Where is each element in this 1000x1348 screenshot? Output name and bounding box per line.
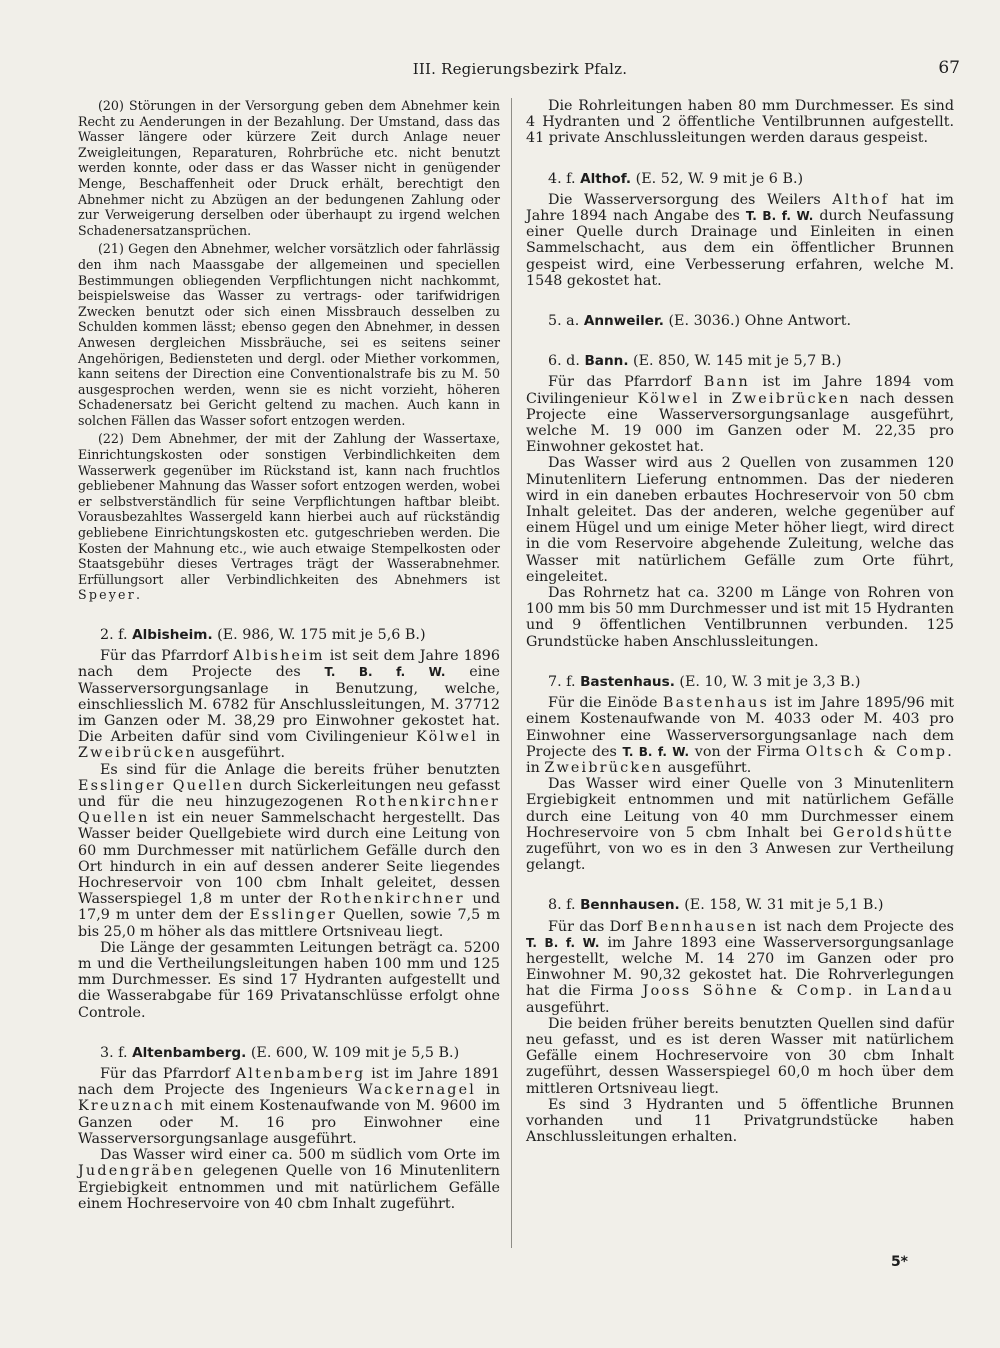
altenbamberg-paragraph-1: Für das Pfarrdorf Altenbamberg ist im Jahre 1891 nach dem Projecte des Ingenieurs Wackernagel in Kreuznach mit einem Kostenaufwande von M. 9600 im Ganzen oder M. 16 pro Einwohner eine Wasserversorgungsanlage ausgeführt. bbox=[78, 1066, 500, 1147]
section-heading-altenbamberg: 3. f. Altenbamberg. (E. 600, W. 109 mit je 5,5 B.) bbox=[100, 1044, 460, 1061]
section-heading-bann: 6. d. Bann. (E. 850, W. 145 mit je 5,7 B.) bbox=[548, 353, 842, 370]
bastenhaus-paragraph-1: Für die Einöde Bastenhaus ist im Jahre 1895/96 mit einem Kostenaufwande von M. 4033 oder M. 403 pro Einwohner eine Wasserversorgungsanlage nach dem Projecte des T. B. f. W. von der Firma Oltsch & Comp. in Zweibrücken ausgeführt. bbox=[526, 695, 954, 776]
section-heading-bastenhaus: 7. f. Bastenhaus. (E. 10, W. 3 mit je 3,3 B.) bbox=[548, 673, 861, 690]
section-heading-annweiler: 5. a. Annweiler. (E. 3036.) Ohne Antwort. bbox=[548, 313, 852, 330]
bastenhaus-paragraph-2: Das Wasser wird einer Quelle von 3 Minutenlitern Ergiebigkeit entnommen und mit natürlichem Gefälle durch eine Leitung von 40 mm Durchmesser einem Hochreservoire von 5 cbm Inhalt bei Geroldshütte zugeführt, von wo es in den 3 Anwesen zur Vertheilung gelangt. bbox=[526, 776, 954, 874]
altenbamberg-paragraph-2: Das Wasser wird einer ca. 500 m südlich vom Orte im Judengräben gelegenen Quelle von 16 Minutenlitern Ergiebigkeit entnommen und mit natürlichem Gefälle einem Hochreservoire von 40 cbm Inhalt zugeführt. bbox=[78, 1147, 500, 1212]
bann-paragraph-1: Für das Pfarrdorf Bann ist im Jahre 1894 vom Civilingenieur Kölwel in Zweibrücken nach dessen Projecte eine Wasserversorgungsanlage ausgeführt, welche M. 19 000 im Ganzen oder M. 22,35 pro Einwohner gekostet hat. bbox=[526, 374, 954, 456]
section-heading-althof: 4. f. Althof. (E. 52, W. 9 mit je 6 B.) bbox=[548, 170, 804, 187]
page-header bbox=[80, 56, 960, 86]
paragraph-22: (22) Dem Abnehmer, der mit der Zahlung der Wassertaxe, Einrichtungskosten oder sonstigen Verbindlichkeiten dem Wasserwerk gegenüber im Rückstand ist, kann nach fruchtlos gebliebener Mahnung das Wasser sofort entzogen werden, wobei er selbstverständlich für seine Verpflichtungen haftbar bleibt. Vorausbezahltes Wassergeld kann hierbei auch auf rückständig gebliebene Einrichtungskosten etc. gutgeschrieben werden. Die Kosten der Mahnung etc., wie auch etwaige Stempelkosten oder Staatsgebühr dieses Vertrages trägt der Wasserabnehmer. Erfüllungsort aller Verbindlichkeiten des Abnehmers ist Speyer. bbox=[78, 431, 500, 603]
left-column bbox=[78, 98, 500, 1212]
bennhausen-paragraph-1: Für das Dorf Bennhausen ist nach dem Projecte des T. B. f. W. im Jahre 1893 eine Wasserversorgungsanlage hergestellt, welche M. 14 270 im Ganzen oder pro Einwohner M. 90,32 gekostet hat. Die Rohrverlegungen hat die Firma Jooss Söhne & Comp. in Landau ausgeführt. bbox=[526, 918, 954, 1016]
place-speyer: Speyer bbox=[78, 587, 136, 603]
paragraph-20: (20) Störungen in der Versorgung geben dem Abnehmer kein Recht zu Aenderungen in der Bezahlung. Der Umstand, dass das Wasser längere oder kürzere Zeit durch Anlage neuer Zweigleitungen, Reparaturen, Rohrbrüche etc. nicht benutzt werden konnte, oder dass er das Wasser nicht in genügender Menge, Beschaffenheit oder Druck erhält, berechtigt den Abnehmer nicht zu Abzügen an der bedungenen Zahlung oder zur Verweigerung derselben oder überhaupt zu irgend welchen Schadenersatzansprüchen. bbox=[78, 98, 500, 238]
right-intro-paragraph: Die Rohrleitungen haben 80 mm Durchmesser. Es sind 4 Hydranten und 2 öffentliche Ventilbrunnen aufgestellt. 41 private Anschlussleitungen werden daraus gespeist. bbox=[526, 98, 954, 147]
althof-paragraph-1: Die Wasserversorgung des Weilers Althof hat im Jahre 1894 nach Angabe des T. B. f. W. durch Neufassung einer Quelle durch Drainage und Einleiten in einen Sammelschacht, aus dem ein öffentlicher Brunnen gespeist wird, eine Verbesserung erfahren, welche M. 1548 gekostet hat. bbox=[526, 191, 954, 289]
right-column bbox=[526, 98, 954, 1145]
signature-mark: 5* bbox=[890, 1254, 908, 1270]
section-heading-albisheim: 2. f. Albisheim. (E. 986, W. 175 mit je 5,6 B.) bbox=[100, 627, 426, 643]
albisheim-paragraph-2: Es sind für die Anlage die bereits früher benutzten Esslinger Quellen durch Sickerleitungen neu gefasst und für die neu hinzugezogenen Rothenkirchner Quellen ist ein neuer Sammelschacht hergestellt. Das Wasser beider Quellgebiete wird durch eine Leitung von 60 mm Durchmesser mit natürlichem Gefälle durch den Ort hindurch in ein auf dessen anderer Seite liegendes Hochreservoir von 100 cbm Inhalt geleitet, dessen Wasserspiegel 1,8 m unter der Rothenkirchner und 17,9 m unter dem der Esslinger Quellen, sowie 7,5 m bis 25,0 m höher als das mittlere Ortsniveau liegt. bbox=[78, 761, 500, 940]
albisheim-paragraph-1: Für das Pfarrdorf Albisheim ist seit dem Jahre 1896 nach dem Projecte des T. B. f. W. eine Wasserversorgungsanlage in Benutzung, welche, einschliesslich M. 6782 für Anschlussleitungen, M. 37712 im Ganzen oder M. 38,29 pro Einwohner gekostet hat. Die Arbeiten dafür sind vom Civilingenieur Kölwel in Zweibrücken ausgeführt. bbox=[78, 648, 500, 762]
running-head: III. Regierungsbezirk Pfalz. bbox=[412, 60, 628, 78]
section-heading-bennhausen: 8. f. Bennhausen. (E. 158, W. 31 mit je 5,1 B.) bbox=[548, 897, 884, 914]
column-divider bbox=[511, 98, 512, 1248]
paragraph-21: (21) Gegen den Abnehmer, welcher vorsätzlich oder fahrlässig den ihm nach Maassgabe der allgemeinen und speciellen Bestimmungen obliegenden Verpflichtungen nicht nachkommt, beispielsweise das Wasser zu vertrags- oder tarifwidrigen Zwecken benutzt oder sich einen Missbrauch desselben zu Schulden kommen lässt; ebenso gegen den Abnehmer, in dessen Anwesen dergleichen Missbräuche, sei es seitens seiner Angehörigen, Bediensteten und dergl. oder Miether vorkommen, kann seitens der Direction eine Conventionalstrafe bis zu M. 50 ausgesprochen werden, wenn sie es nicht vorzieht, höheren Schadenersatz bei Gericht geltend zu machen. Auch kann in solchen Fällen das Wasser sofort entzogen werden. bbox=[78, 241, 500, 428]
bennhausen-paragraph-2: Die beiden früher bereits benutzten Quellen sind dafür neu gefasst, und es ist deren Wasser mit natürlichem Gefälle einem Hochreservoire von 30 cbm Inhalt zugeführt, dessen Wasserspiegel 60,0 m hoch über dem mittleren Ortsniveau liegt. bbox=[526, 1015, 954, 1097]
page-number: 67 bbox=[938, 58, 960, 78]
bennhausen-paragraph-3: Es sind 3 Hydranten und 5 öffentliche Brunnen vorhanden und 11 Privatgrundstücke haben Anschlussleitungen erhalten. bbox=[526, 1096, 954, 1146]
bann-paragraph-3: Das Rohrnetz hat ca. 3200 m Länge von Rohren von 100 mm bis 50 mm Durchmesser und ist mit 15 Hydranten und 9 öffentlichen Ventilbrunnen verbunden. 125 Grundstücke haben Anschlussleitungen. bbox=[526, 585, 954, 650]
bann-paragraph-2: Das Wasser wird aus 2 Quellen von zusammen 120 Minutenlitern Lieferung entnommen. Das der niederen wird in ein daneben erbautes Hochreservoir von 50 cbm Inhalt geleitet. Das der anderen, welche gegenüber auf einem Hügel und um einige Meter höher liegt, wird direct in die vom Reservoire abgehende Zuleitung, welche das Wasser mit natürlichem Gefälle zum Orte führt, eingeleitet. bbox=[526, 455, 954, 585]
albisheim-paragraph-3: Die Länge der gesammten Leitungen beträgt ca. 5200 m und die Vertheilungsleitungen haben 100 mm und 125 mm Durchmesser. Es sind 17 Hydranten aufgestellt und die Wasserabgabe für 169 Privatanschlüsse erfolgt ohne Controle. bbox=[78, 939, 500, 1021]
